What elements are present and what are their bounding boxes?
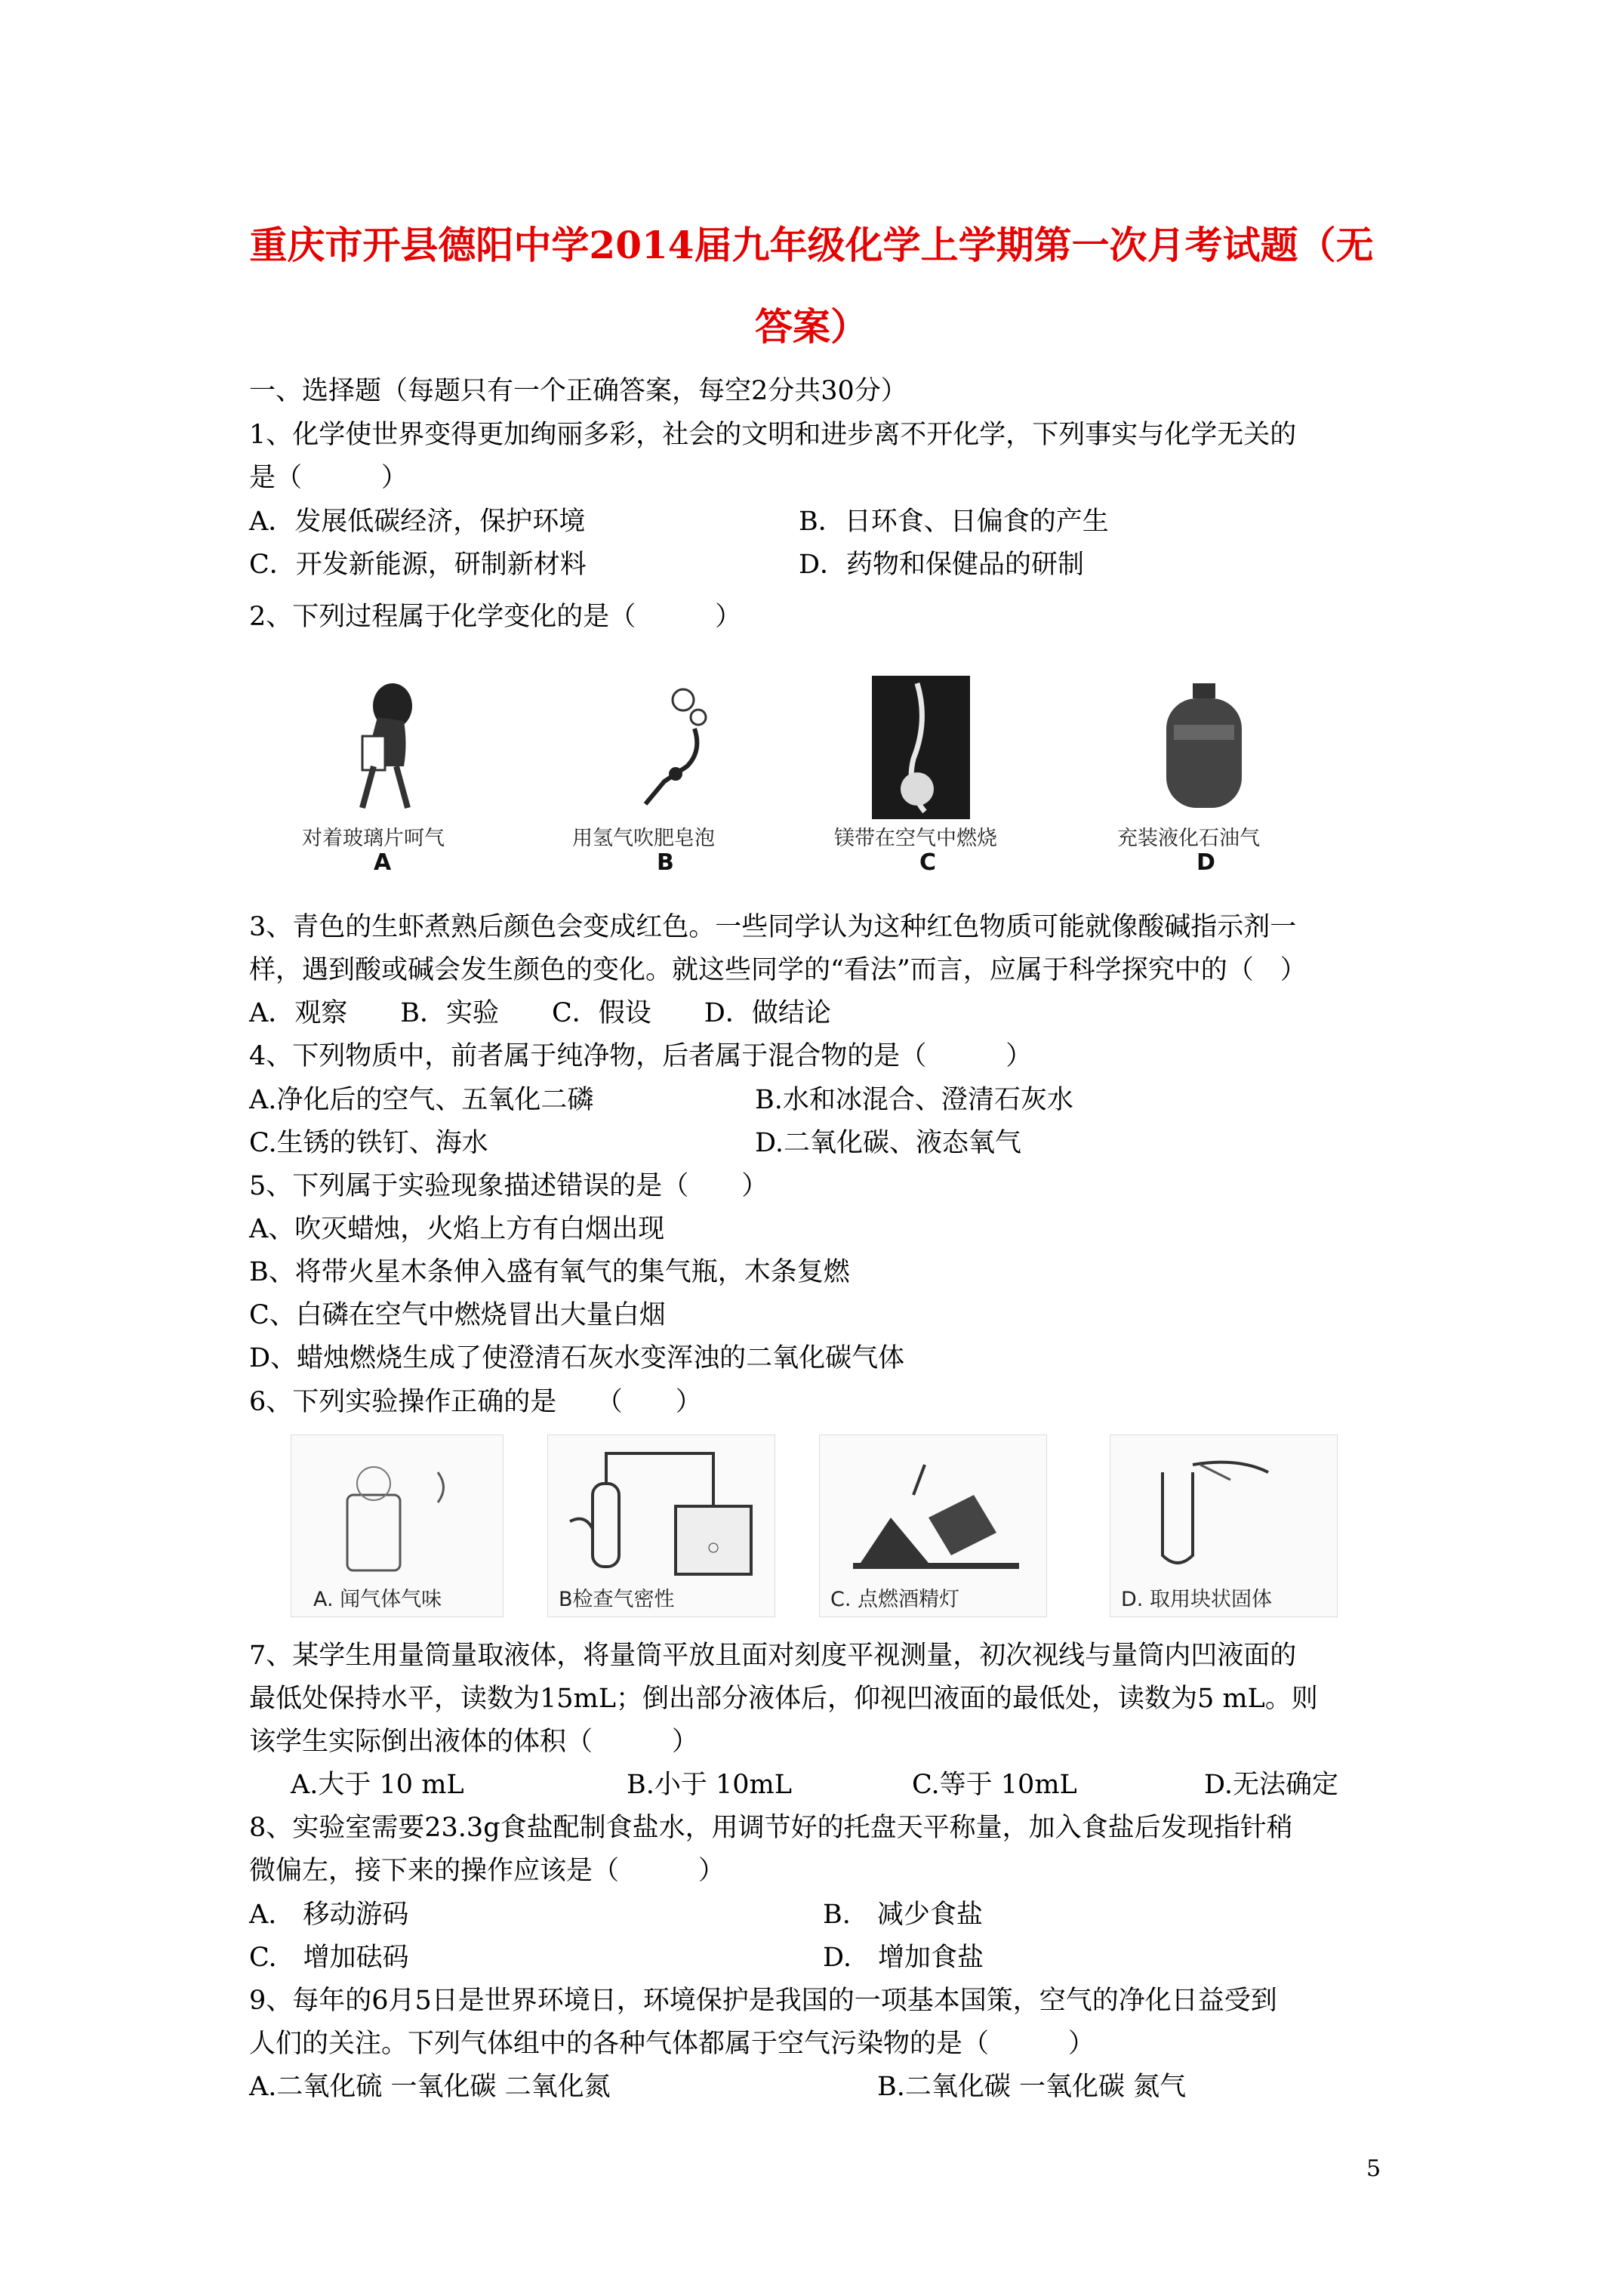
q4-option-d: D.二氧化碳、液态氧气 — [755, 1128, 1021, 1158]
q7-option-b: B.小于 10mL — [627, 1770, 792, 1800]
q7-line-1: 7、某学生用量筒量取液体，将量筒平放且面对刻度平视测量，初次视线与量筒内凹液面的 — [249, 1641, 1297, 1671]
q5-option-c: C、白磷在空气中燃烧冒出大量白烟 — [249, 1300, 666, 1330]
q2-caption-c: 镁带在空气中燃烧 — [834, 827, 997, 850]
q4-option-c: C.生锈的铁钉、海水 — [249, 1128, 488, 1158]
q8-line-2: 微偏左，接下来的操作应该是（ ） — [249, 1856, 725, 1886]
magnesium-burning-illustration — [872, 676, 970, 819]
q5-line-1: 5、下列属于实验现象描述错误的是（ ） — [249, 1171, 768, 1201]
q7-line-2: 最低处保持水平，读数为15mL；倒出部分液体后，仰视凹液面的最低处，读数为5 mL。则 — [249, 1684, 1318, 1714]
q1-option-c: C．开发新能源，研制新材料 — [249, 550, 587, 580]
q2-letter-b: B — [657, 849, 674, 876]
q6-caption-b: B检查气密性 — [559, 1588, 675, 1611]
q1-option-a: A．发展低碳经济，保护环境 — [249, 507, 586, 537]
section-heading: 一、选择题（每题只有一个正确答案，每空2分共30分） — [249, 376, 907, 406]
airtightness-check-illustration — [555, 1438, 766, 1582]
q6-caption-c: C. 点燃酒精灯 — [830, 1588, 960, 1611]
q5-option-d: D、蜡烛燃烧生成了使澄清石灰水变浑浊的二氧化碳气体 — [249, 1343, 905, 1373]
q3-line-1: 3、青色的生虾煮熟后颜色会变成红色。一些同学认为这种红色物质可能就像酸碱指示剂一 — [249, 912, 1297, 942]
q3-line-2: 样，遇到酸或碱会发生颜色的变化。就这些同学的“看法”而言，应属于科学探究中的（ ） — [249, 955, 1307, 985]
q4-option-a: A.净化后的空气、五氧化二磷 — [249, 1085, 594, 1115]
q2-letter-c: C — [919, 849, 937, 876]
q8-option-b: B. 减少食盐 — [823, 1900, 983, 1930]
q2-letter-d: D — [1196, 849, 1215, 876]
lpg-cylinder-illustration — [1155, 680, 1253, 812]
q7-line-3: 该学生实际倒出液体的体积（ ） — [249, 1727, 699, 1757]
q5-option-a: A、吹灭蜡烛，火焰上方有白烟出现 — [249, 1214, 665, 1244]
q9-line-2: 人们的关注。下列气体组中的各种气体都属于空气污染物的是（ ） — [249, 2029, 1095, 2059]
q9-option-b: B.二氧化碳 一氧化碳 氮气 — [877, 2072, 1187, 2102]
q2-caption-a: 对着玻璃片呵气 — [302, 827, 445, 850]
q7-option-c: C.等于 10mL — [912, 1770, 1077, 1800]
q5-option-b: B、将带火星木条伸入盛有氧气的集气瓶，木条复燃 — [249, 1257, 850, 1287]
title-line-2: 答案） — [755, 304, 868, 349]
q6-caption-d: D. 取用块状固体 — [1121, 1588, 1272, 1611]
q1-option-b: B．日环食、日偏食的产生 — [799, 507, 1109, 537]
q7-option-d: D.无法确定 — [1204, 1770, 1338, 1800]
q3-options: A．观察 B．实验 C．假设 D．做结论 — [249, 998, 831, 1028]
q8-option-c: C. 增加砝码 — [249, 1943, 409, 1973]
q4-line-1: 4、下列物质中，前者属于纯净物，后者属于混合物的是（ ） — [249, 1041, 1033, 1071]
q2-line-1: 2、下列过程属于化学变化的是（ ） — [249, 602, 742, 632]
q7-option-a: A.大于 10 mL — [291, 1770, 464, 1800]
q8-option-a: A. 移动游码 — [249, 1900, 409, 1930]
page-number: 5 — [1366, 2156, 1381, 2182]
q6-caption-a: A. 闻气体气味 — [313, 1588, 442, 1611]
light-alcohol-lamp-illustration — [838, 1450, 1027, 1578]
q9-line-1: 9、每年的6月5日是世界环境日，环境保护是我国的一项基本国策，空气的净化日益受到 — [249, 1986, 1277, 2016]
q9-option-a: A.二氧化硫 一氧化碳 二氧化氮 — [249, 2072, 611, 2102]
q4-option-b: B.水和冰混合、澄清石灰水 — [755, 1085, 1073, 1115]
q8-option-d: D. 增加食盐 — [823, 1943, 984, 1973]
q1-line-2: 是（ ） — [249, 463, 408, 493]
breath-on-glass-illustration — [332, 676, 445, 812]
title-line-1: 重庆市开县德阳中学2014届九年级化学上学期第一次月考试题（无 — [249, 223, 1374, 267]
take-solid-illustration — [1117, 1457, 1329, 1578]
q1-line-1: 1、化学使世界变得更加绚丽多彩，社会的文明和进步离不开化学，下列事实与化学无关的 — [249, 420, 1297, 450]
hydrogen-soap-bubble-illustration — [619, 683, 732, 812]
q6-line-1: 6、下列实验操作正确的是 （ ） — [249, 1387, 702, 1417]
q2-caption-d: 充装液化石油气 — [1117, 827, 1260, 850]
q2-letter-a: A — [374, 849, 392, 876]
smell-gas-illustration — [325, 1457, 476, 1578]
q2-caption-b: 用氢气吹肥皂泡 — [572, 827, 715, 850]
q8-line-1: 8、实验室需要23.3g食盐配制食盐水，用调节好的托盘天平称量，加入食盐后发现指针稍 — [249, 1813, 1293, 1843]
q1-option-d: D．药物和保健品的研制 — [799, 550, 1085, 580]
